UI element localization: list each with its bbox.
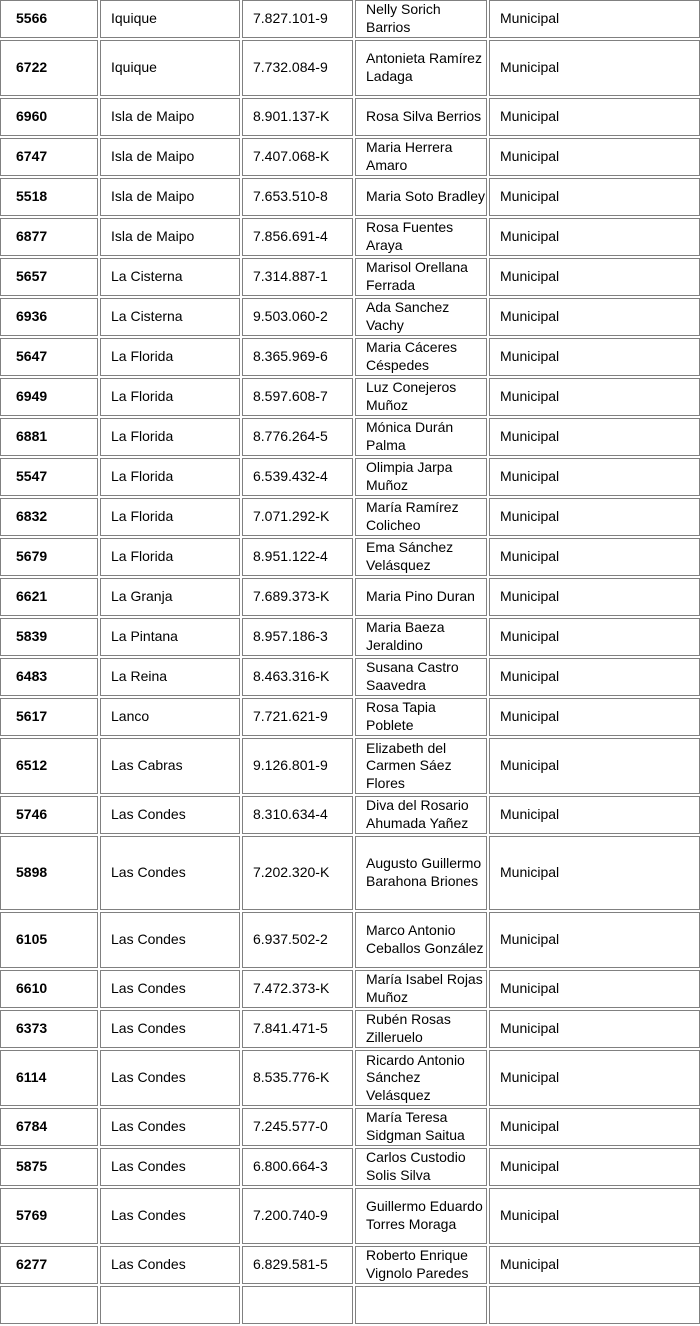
rut-cell: 7.202.320-K [242, 836, 353, 910]
name-cell: Susana Castro Saavedra [355, 658, 487, 696]
rut-cell: 6.539.432-4 [242, 458, 353, 496]
table-row [0, 1010, 700, 1048]
name-cell: Maria Pino Duran [355, 578, 487, 616]
rut-cell: 7.653.510-8 [242, 178, 353, 216]
rut-cell: 7.732.084-9 [242, 40, 353, 96]
record-id: 6832 [0, 498, 98, 536]
type-cell: Municipal [489, 298, 700, 336]
rut-cell: 8.957.186-3 [242, 618, 353, 656]
name-cell: Roberto Enrique Vignolo Paredes [355, 1246, 487, 1284]
record-id: 6784 [0, 1108, 98, 1146]
comuna-cell: Las Condes [100, 970, 240, 1008]
rut-cell: 8.776.264-5 [242, 418, 353, 456]
name-cell: María Teresa Sidgman Saitua [355, 1108, 487, 1146]
empty-cell [355, 1286, 487, 1324]
name-cell: Rosa Tapia Poblete [355, 698, 487, 736]
type-cell: Municipal [489, 698, 700, 736]
comuna-cell: Iquique [100, 0, 240, 38]
table-row [0, 418, 700, 456]
empty-cell [489, 1286, 700, 1324]
table-row [0, 912, 700, 968]
rut-cell: 7.472.373-K [242, 970, 353, 1008]
table-row [0, 378, 700, 416]
type-cell: Municipal [489, 1010, 700, 1048]
record-id: 5647 [0, 338, 98, 376]
table-row [0, 298, 700, 336]
record-id: 6483 [0, 658, 98, 696]
table-row [0, 138, 700, 176]
table-row [0, 1188, 700, 1244]
comuna-cell: Iquique [100, 40, 240, 96]
name-cell: Carlos Custodio Solis Silva [355, 1148, 487, 1186]
empty-cell [0, 1286, 98, 1324]
rut-cell: 7.200.740-9 [242, 1188, 353, 1244]
type-cell: Municipal [489, 738, 700, 794]
comuna-cell: Las Condes [100, 912, 240, 968]
type-cell: Municipal [489, 418, 700, 456]
comuna-cell: Las Condes [100, 1050, 240, 1106]
comuna-cell: Las Condes [100, 796, 240, 834]
record-id: 5839 [0, 618, 98, 656]
type-cell: Municipal [489, 458, 700, 496]
record-id: 5746 [0, 796, 98, 834]
empty-cell [100, 1286, 240, 1324]
rut-cell: 6.829.581-5 [242, 1246, 353, 1284]
comuna-cell: La Granja [100, 578, 240, 616]
rut-cell: 9.503.060-2 [242, 298, 353, 336]
name-cell: Maria Cáceres Céspedes [355, 338, 487, 376]
type-cell: Municipal [489, 98, 700, 136]
comuna-cell: Las Condes [100, 1188, 240, 1244]
name-cell: Diva del Rosario Ahumada Yañez [355, 796, 487, 834]
comuna-cell: Las Condes [100, 1108, 240, 1146]
rut-cell: 7.721.621-9 [242, 698, 353, 736]
table-row [0, 796, 700, 834]
record-id: 5547 [0, 458, 98, 496]
rut-cell: 6.800.664-3 [242, 1148, 353, 1186]
table-row [0, 498, 700, 536]
name-cell: Maria Soto Bradley [355, 178, 487, 216]
table-row [0, 738, 700, 794]
rut-cell: 8.365.969-6 [242, 338, 353, 376]
name-cell: Olimpia Jarpa Muñoz [355, 458, 487, 496]
table-row [0, 40, 700, 96]
name-cell: Antonieta Ramírez Ladaga [355, 40, 487, 96]
table-row [0, 538, 700, 576]
type-cell: Municipal [489, 618, 700, 656]
record-id: 6277 [0, 1246, 98, 1284]
name-cell: Ada Sanchez Vachy [355, 298, 487, 336]
name-cell: Ema Sánchez Velásquez [355, 538, 487, 576]
rut-cell: 8.535.776-K [242, 1050, 353, 1106]
comuna-cell: Isla de Maipo [100, 218, 240, 256]
comuna-cell: La Florida [100, 418, 240, 456]
comuna-cell: La Florida [100, 338, 240, 376]
name-cell: María Isabel Rojas Muñoz [355, 970, 487, 1008]
table-row [0, 458, 700, 496]
type-cell: Municipal [489, 178, 700, 216]
record-id: 6960 [0, 98, 98, 136]
type-cell: Municipal [489, 338, 700, 376]
table-row [0, 338, 700, 376]
record-id: 6105 [0, 912, 98, 968]
comuna-cell: Las Condes [100, 1010, 240, 1048]
record-id: 6373 [0, 1010, 98, 1048]
record-id: 6877 [0, 218, 98, 256]
record-id: 5769 [0, 1188, 98, 1244]
type-cell: Municipal [489, 1246, 700, 1284]
table-row [0, 0, 700, 38]
record-id: 6881 [0, 418, 98, 456]
table-row [0, 658, 700, 696]
type-cell: Municipal [489, 970, 700, 1008]
name-cell: Maria Baeza Jeraldino [355, 618, 487, 656]
name-cell: Guillermo Eduardo Torres Moraga [355, 1188, 487, 1244]
rut-cell: 7.689.373-K [242, 578, 353, 616]
type-cell: Municipal [489, 0, 700, 38]
comuna-cell: Isla de Maipo [100, 98, 240, 136]
table-row [0, 1148, 700, 1186]
comuna-cell: Las Condes [100, 1148, 240, 1186]
name-cell: Mónica Durán Palma [355, 418, 487, 456]
rut-cell: 7.841.471-5 [242, 1010, 353, 1048]
record-id: 5898 [0, 836, 98, 910]
record-id: 5679 [0, 538, 98, 576]
record-id: 6722 [0, 40, 98, 96]
rut-cell: 7.314.887-1 [242, 258, 353, 296]
record-id: 6949 [0, 378, 98, 416]
name-cell: Elizabeth del Carmen Sáez Flores [355, 738, 487, 794]
name-cell: Ricardo Antonio Sánchez Velásquez [355, 1050, 487, 1106]
rut-cell: 8.951.122-4 [242, 538, 353, 576]
name-cell: Rosa Fuentes Araya [355, 218, 487, 256]
type-cell: Municipal [489, 378, 700, 416]
type-cell: Municipal [489, 1188, 700, 1244]
name-cell: Rubén Rosas Zilleruelo [355, 1010, 487, 1048]
name-cell: Luz Conejeros Muñoz [355, 378, 487, 416]
rut-cell: 7.245.577-0 [242, 1108, 353, 1146]
type-cell: Municipal [489, 138, 700, 176]
comuna-cell: La Florida [100, 538, 240, 576]
type-cell: Municipal [489, 258, 700, 296]
name-cell: Maria Herrera Amaro [355, 138, 487, 176]
table-row [0, 218, 700, 256]
table-row [0, 1246, 700, 1284]
comuna-cell: La Reina [100, 658, 240, 696]
comuna-cell: La Cisterna [100, 298, 240, 336]
rut-cell: 8.901.137-K [242, 98, 353, 136]
rut-cell: 6.937.502-2 [242, 912, 353, 968]
record-id: 5657 [0, 258, 98, 296]
type-cell: Municipal [489, 538, 700, 576]
comuna-cell: La Florida [100, 458, 240, 496]
name-cell: Augusto Guillermo Barahona Briones [355, 836, 487, 910]
table-row [0, 178, 700, 216]
name-cell: María Ramírez Colicheo [355, 498, 487, 536]
record-id: 5875 [0, 1148, 98, 1186]
comuna-cell: La Florida [100, 378, 240, 416]
type-cell: Municipal [489, 1148, 700, 1186]
table-row [0, 1286, 700, 1324]
comuna-cell: La Cisterna [100, 258, 240, 296]
table-row [0, 578, 700, 616]
comuna-cell: Isla de Maipo [100, 138, 240, 176]
name-cell: Rosa Silva Berrios [355, 98, 487, 136]
table-row [0, 970, 700, 1008]
type-cell: Municipal [489, 658, 700, 696]
rut-cell: 8.597.608-7 [242, 378, 353, 416]
type-cell: Municipal [489, 218, 700, 256]
type-cell: Municipal [489, 1050, 700, 1106]
table-row [0, 1108, 700, 1146]
record-id: 6114 [0, 1050, 98, 1106]
comuna-cell: Isla de Maipo [100, 178, 240, 216]
record-id: 6621 [0, 578, 98, 616]
rut-cell: 7.856.691-4 [242, 218, 353, 256]
table-row [0, 618, 700, 656]
table-row [0, 698, 700, 736]
name-cell: Marco Antonio Ceballos González [355, 912, 487, 968]
rut-cell: 8.463.316-K [242, 658, 353, 696]
type-cell: Municipal [489, 578, 700, 616]
record-id: 6610 [0, 970, 98, 1008]
rut-cell: 7.071.292-K [242, 498, 353, 536]
record-id: 6936 [0, 298, 98, 336]
record-id: 6512 [0, 738, 98, 794]
name-cell: Nelly Sorich Barrios [355, 0, 487, 38]
table-row [0, 836, 700, 910]
type-cell: Municipal [489, 796, 700, 834]
comuna-cell: La Pintana [100, 618, 240, 656]
table-row [0, 1050, 700, 1106]
empty-cell [242, 1286, 353, 1324]
rut-cell: 9.126.801-9 [242, 738, 353, 794]
record-id: 6747 [0, 138, 98, 176]
comuna-cell: Lanco [100, 698, 240, 736]
rut-cell: 8.310.634-4 [242, 796, 353, 834]
record-id: 5518 [0, 178, 98, 216]
comuna-cell: Las Condes [100, 1246, 240, 1284]
table-row [0, 258, 700, 296]
type-cell: Municipal [489, 498, 700, 536]
table-row [0, 98, 700, 136]
comuna-cell: La Florida [100, 498, 240, 536]
type-cell: Municipal [489, 40, 700, 96]
comuna-cell: Las Condes [100, 836, 240, 910]
rut-cell: 7.407.068-K [242, 138, 353, 176]
type-cell: Municipal [489, 912, 700, 968]
comuna-cell: Las Cabras [100, 738, 240, 794]
rut-cell: 7.827.101-9 [242, 0, 353, 38]
type-cell: Municipal [489, 836, 700, 910]
record-id: 5566 [0, 0, 98, 38]
name-cell: Marisol Orellana Ferrada [355, 258, 487, 296]
record-id: 5617 [0, 698, 98, 736]
type-cell: Municipal [489, 1108, 700, 1146]
